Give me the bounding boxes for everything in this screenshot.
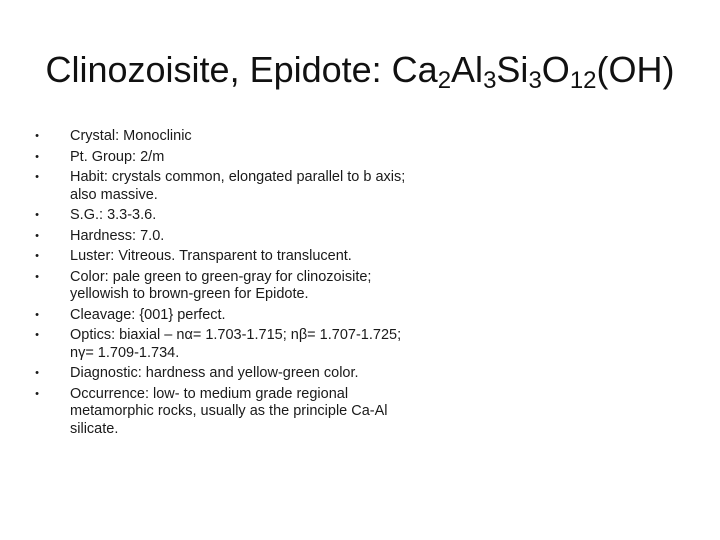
bullet-dot-icon: • [35,209,39,221]
title-o: O [541,49,570,90]
bullet-text: Pt. Group: 2/m [70,148,165,165]
bullet-text: S.G.: 3.3-3.6. [70,207,157,223]
bullet-item [32,307,422,325]
title-oh: (OH) [596,49,675,90]
bullet-text: Color: pale green to green-gray for clinozoisite; yellowish to brown-green for Epidote. [70,268,372,302]
title-subscript-al: 3 [483,67,497,94]
bullet-text: Luster: Vitreous. Transparent to translucent. [70,248,352,264]
bullet-dot-icon: • [35,308,39,321]
bullet-text: Diagnostic: hardness and yellow-green color. [70,365,359,381]
bullet-item [32,128,422,146]
slide-title [0,44,720,96]
bullet-item [32,149,422,167]
bullet-text: Crystal: Monoclinic [70,128,192,144]
bullet-text: Optics: biaxial – nα= 1.703-1.715; nβ= 1.707-1.725; nγ= 1.709-1.734. [70,327,402,361]
bullet-item [32,207,422,225]
bullet-item [32,228,422,246]
title-al: Al [451,49,484,90]
title-si: Si [496,49,529,90]
bullet-list [32,128,422,441]
bullet-text: Hardness: 7.0. [70,227,165,244]
bullet-text: Occurrence: low- to medium grade regional metamorphic rocks, usually as the principle Ca-Al silicate. [70,385,388,437]
title-subscript-o: 12 [569,67,597,94]
bullet-dot-icon: • [35,387,39,400]
bullet-item [32,386,422,439]
title-subscript-si: 3 [528,67,542,94]
bullet-text: Habit: crystals common, elongated parallel to b axis; also massive. [70,169,406,203]
bullet-item [32,169,422,204]
bullet-dot-icon: • [35,150,39,163]
bullet-dot-icon: • [35,171,39,183]
title-text: Clinozoisite, Epidote: Ca [45,49,438,90]
bullet-dot-icon: • [35,329,39,341]
bullet-item [32,269,422,304]
bullet-item [32,248,422,266]
bullet-item [32,365,422,383]
bullet-dot-icon: • [35,367,39,379]
bullet-dot-icon: • [35,229,39,242]
bullet-item [32,327,422,362]
bullet-dot-icon: • [35,130,39,142]
title-subscript-ca: 2 [437,67,452,94]
bullet-text: Cleavage: {001} perfect. [70,306,226,323]
bullet-dot-icon: • [35,250,39,262]
bullet-dot-icon: • [35,270,39,283]
